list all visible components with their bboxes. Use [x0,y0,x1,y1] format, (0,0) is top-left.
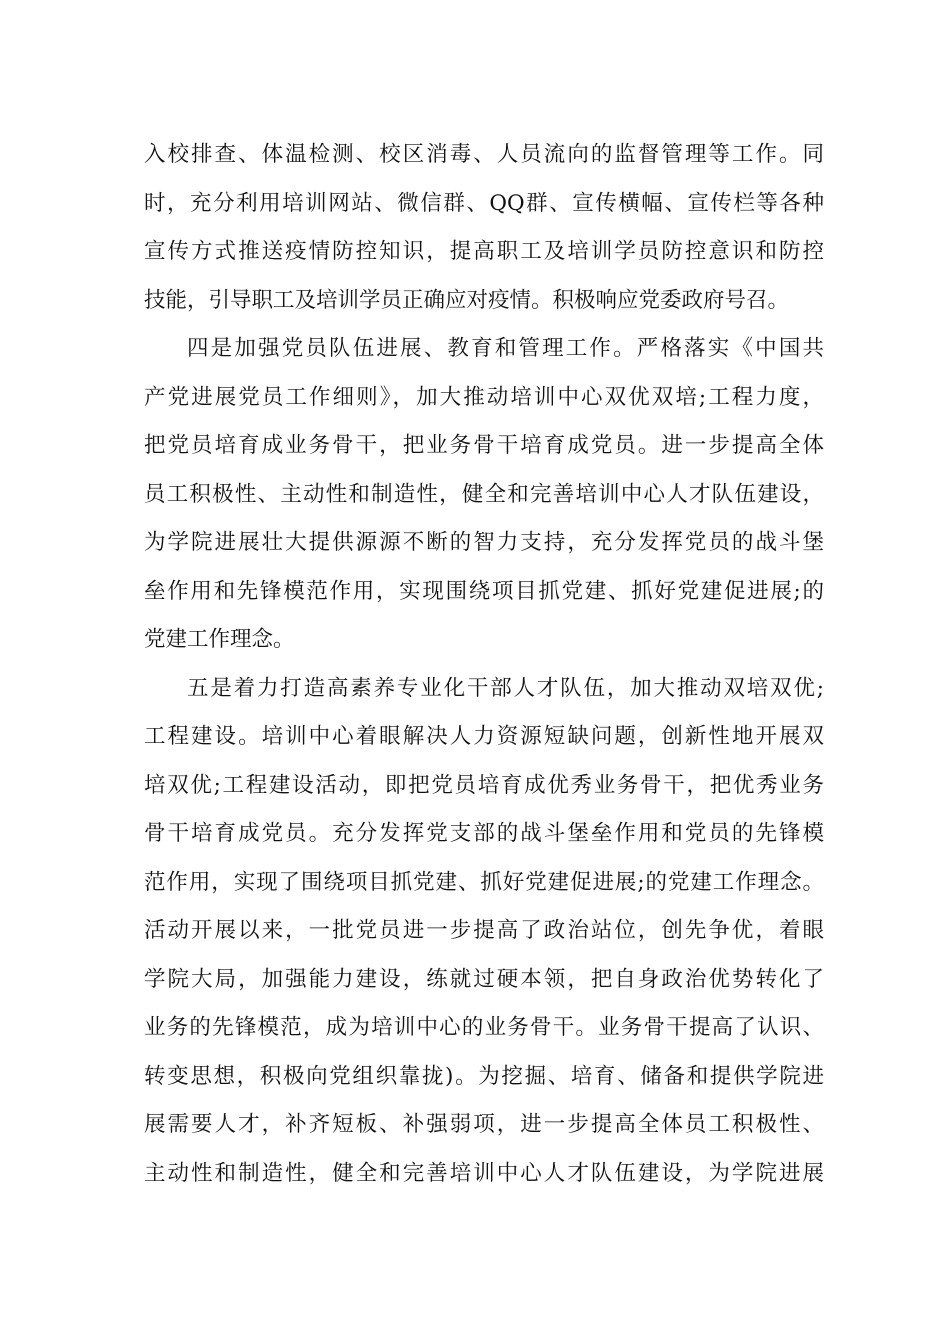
text-line: 宣传方式推送疫情防控知识，提高职工及培训学员防控意识和防控 [144,239,824,264]
text-line: 展需要人才，补齐短板、补强弱项，进一步提高全体员工积极性、 [144,1112,824,1137]
text-line: 范作用，实现了围绕项目抓党建、抓好党建促进展;的党建工作理念。 [144,869,824,895]
text-line: 学院大局，加强能力建设，练就过硬本领，把自身政治优势转化了 [144,966,824,992]
text-line: 培双优;工程建设活动，即把党员培育成优秀业务骨干，把优秀业务 [144,772,824,798]
text-line: 为学院进展壮大提供源源不断的智力支持，充分发挥党员的战斗堡 [144,530,824,555]
text-line: 员工积极性、主动性和制造性，健全和完善培训中心人才队伍建设， [144,481,824,507]
text-line: 转变思想，积极向党组织靠拢)。为挖掘、培育、储备和提供学院进 [144,1063,824,1089]
text-line: 入校排查、体温检测、校区消毒、人员流向的监督管理等工作。同 [144,142,824,167]
text-line: 五是着力打造高素养专业化干部人才队伍，加大推动双培双优; [187,675,824,701]
text-line: 工程建设。培训中心着眼解决人力资源短缺问题，创新性地开展双 [144,724,824,749]
text-line: 党建工作理念。 [144,627,295,652]
document-body [144,131,824,1198]
text-line: 业务的先锋模范，成为培训中心的业务骨干。业务骨干提高了认识、 [144,1015,824,1040]
text-line: 骨干培育成党员。充分发挥党支部的战斗堡垒作用和党员的先锋模 [144,821,824,846]
text-line: 把党员培育成业务骨干，把业务骨干培育成党员。进一步提高全体 [144,433,824,458]
text-line: 垒作用和先锋模范作用，实现围绕项目抓党建、抓好党建促进展;的 [144,578,824,604]
text-line: 四是加强党员队伍进展、教育和管理工作。严格落实《中国共 [187,336,824,361]
text-line: 活动开展以来，一批党员进一步提高了政治站位，创先争优，着眼 [144,918,824,943]
text-line: 技能，引导职工及培训学员正确应对疫情。积极响应党委政府号召。 [144,287,790,313]
text-line: 产党进展党员工作细则》，加大推动培训中心双优双培;工程力度， [144,384,824,410]
text-line: 主动性和制造性，健全和完善培训中心人才队伍建设，为学院进展 [144,1160,824,1186]
text-line: 时，充分利用培训网站、微信群、QQ群、宣传横幅、宣传栏等各种 [144,190,824,216]
